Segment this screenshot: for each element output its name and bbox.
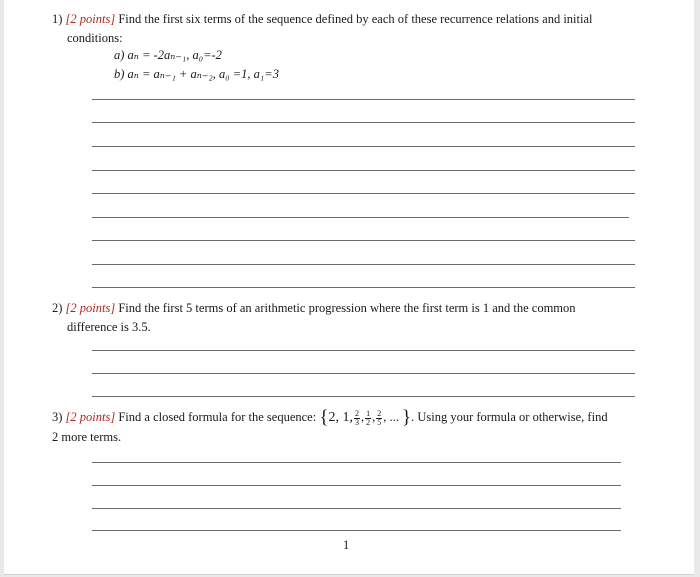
question-3-points: [2 points] — [65, 410, 116, 424]
question-2-number: 2) — [52, 301, 63, 315]
sequence-fraction: $\frac{1}{2}$ — [366, 409, 371, 427]
answer-line — [92, 217, 629, 218]
question-3-text-after: . Using your formula or otherwise, find — [411, 410, 608, 424]
question-1 — [52, 10, 652, 48]
answer-line — [92, 146, 635, 147]
question-1-points: [2 points] — [65, 12, 116, 26]
sequence-open-brace: { — [319, 407, 329, 428]
sequence-lead-terms: 2, 1, — [328, 410, 353, 425]
question-1-number: 1) — [52, 12, 63, 26]
answer-line — [92, 508, 621, 509]
worksheet-page — [4, 0, 694, 575]
question-3-number: 3) — [52, 410, 63, 424]
answer-line — [92, 373, 635, 374]
part-b-label: b) — [114, 67, 125, 81]
answer-line — [92, 264, 635, 265]
question-3-text: Find a closed formula for the sequence: — [118, 410, 317, 424]
question-3 — [52, 408, 672, 447]
question-1-text: Find the first six terms of the sequence defined by each of these recurrence relations and initial — [118, 12, 593, 26]
question-3-text-continued: 2 more terms. — [52, 430, 122, 444]
answer-line — [92, 240, 635, 241]
part-a-label: a) — [114, 48, 125, 62]
answer-line — [92, 287, 635, 288]
question-1-part-b — [114, 66, 279, 82]
answer-line — [92, 193, 635, 194]
answer-line — [92, 170, 635, 171]
question-2-points: [2 points] — [65, 301, 116, 315]
question-1-text-continued: conditions: — [67, 31, 123, 45]
answer-line — [92, 396, 635, 397]
question-2-text-continued: difference is 3.5. — [67, 320, 151, 334]
question-2 — [52, 299, 652, 337]
question-2-text: Find the first 5 terms of an arithmetic progression where the first term is 1 and the common — [118, 301, 576, 315]
sequence-fraction: $\frac{2}{5}$ — [377, 409, 382, 427]
answer-line — [92, 122, 635, 123]
answer-line — [92, 485, 621, 486]
sequence-expression: {2, 1, $\frac{2}{3}$ , $\frac{1}{2}$ , $\frac{2}{5}$ , ... } — [319, 407, 412, 428]
part-a-formula: aₙ = -2aₙ₋₁, a₀=-2 — [127, 48, 222, 62]
sequence-ellipsis: , ... — [383, 410, 402, 424]
answer-line — [92, 350, 635, 351]
part-b-formula: aₙ = aₙ₋₁ + aₙ₋₂, a₀ =1, a₁=3 — [127, 67, 279, 81]
sequence-fraction: $\frac{2}{3}$ — [354, 409, 359, 427]
page-number: 1 — [343, 538, 350, 552]
question-1-part-a — [114, 47, 222, 63]
answer-line — [92, 99, 635, 100]
answer-line — [92, 462, 621, 463]
sequence-close-brace: } — [401, 407, 412, 428]
answer-line — [92, 530, 621, 531]
